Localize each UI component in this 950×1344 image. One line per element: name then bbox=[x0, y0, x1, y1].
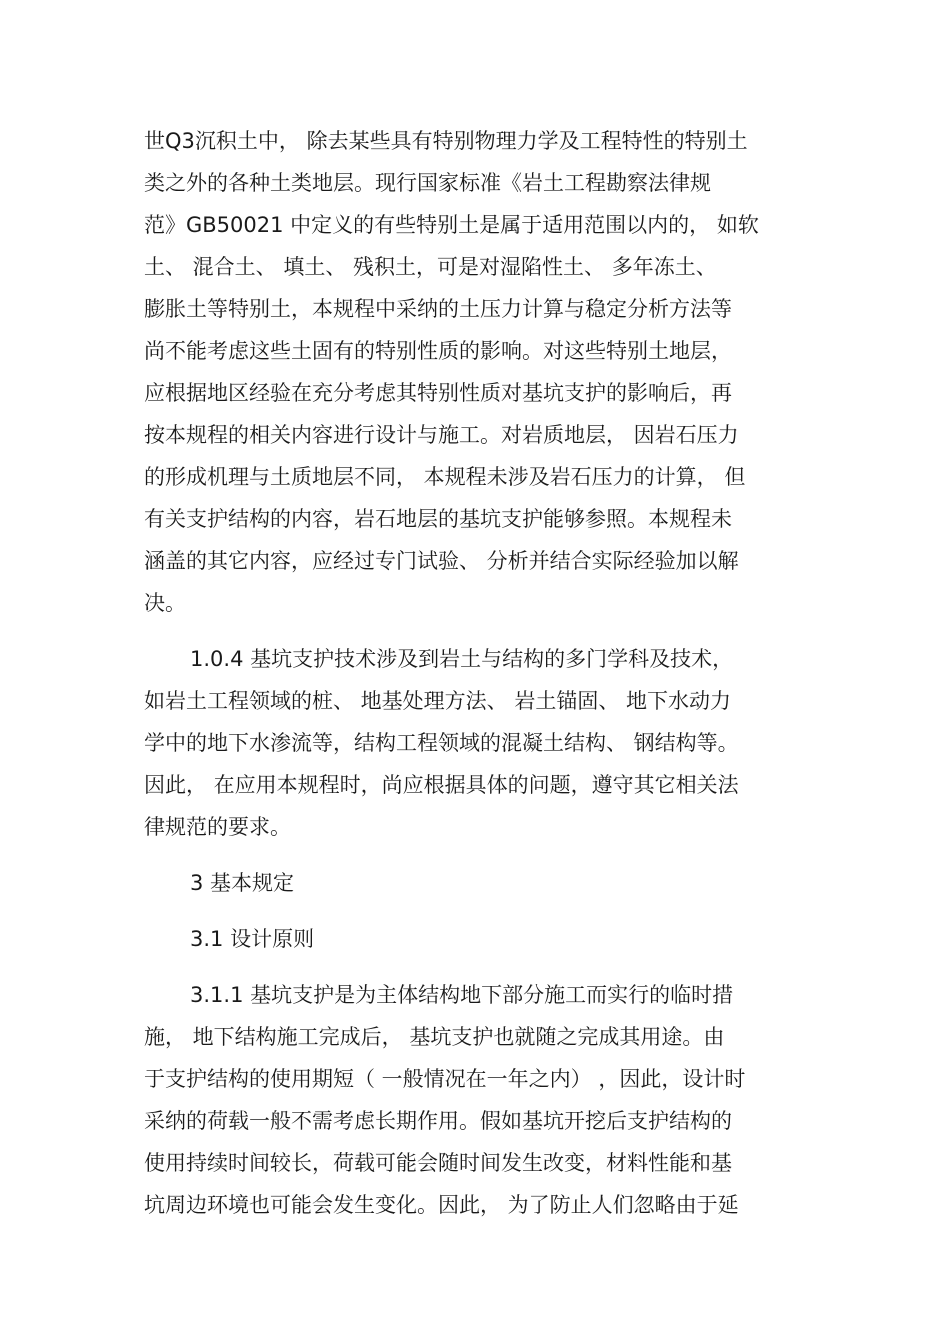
paragraph bbox=[144, 120, 810, 624]
paragraph-gap bbox=[144, 848, 810, 862]
paragraph bbox=[144, 974, 810, 1226]
paragraph-gap bbox=[144, 960, 810, 974]
text-line: 坑周边环境也可能会发生变化。因此， 为了防止人们忽略由于延 bbox=[144, 1193, 739, 1217]
text-line: 世Q3沉积土中， 除去某些具有特别物理力学及工程特性的特别土 bbox=[144, 129, 748, 153]
text-line: 3.1 设计原则 bbox=[190, 927, 315, 951]
text-line: 涵盖的其它内容，应经过专门试验、 分析并结合实际经验加以解 bbox=[144, 549, 739, 573]
text-line: 按本规程的相关内容进行设计与施工。对岩质地层， 因岩石压力 bbox=[144, 423, 739, 447]
text-line: 律规范的要求。 bbox=[144, 815, 291, 839]
text-line: 的形成机理与土质地层不同， 本规程未涉及岩石压力的计算， 但 bbox=[144, 465, 746, 489]
paragraph-gap bbox=[144, 904, 810, 918]
text-line: 采纳的荷载一般不需考虑长期作用。假如基坑开挖后支护结构的 bbox=[144, 1109, 732, 1133]
text-line: 土、 混合土、 填土、 残积土，可是对湿陷性土、 多年冻土、 bbox=[144, 255, 717, 279]
text-line: 有关支护结构的内容，岩石地层的基坑支护能够参照。本规程未 bbox=[144, 507, 732, 531]
paragraph bbox=[144, 862, 810, 904]
paragraph bbox=[144, 918, 810, 960]
text-line: 学中的地下水渗流等，结构工程领域的混凝土结构、 钢结构等。 bbox=[144, 731, 739, 755]
text-line: 因此， 在应用本规程时，尚应根据具体的问题，遵守其它相关法 bbox=[144, 773, 739, 797]
text-line: 3 基本规定 bbox=[190, 871, 295, 895]
text-line: 于支护结构的使用期短（ 一般情况在一年之内） ，因此，设计时 bbox=[144, 1067, 746, 1091]
text-line: 尚不能考虑这些土固有的特别性质的影响。对这些特别土地层， bbox=[144, 339, 732, 363]
text-line: 使用持续时间较长，荷载可能会随时间发生改变，材料性能和基 bbox=[144, 1151, 732, 1175]
text-line: 范》GB50021 中定义的有些特别土是属于适用范围以内的， 如软 bbox=[144, 213, 759, 237]
paragraph bbox=[144, 638, 810, 848]
text-line: 类之外的各种土类地层。现行国家标准《岩土工程勘察法律规 bbox=[144, 171, 711, 195]
document-body bbox=[144, 120, 810, 1226]
text-line: 决。 bbox=[144, 591, 186, 615]
text-line: 膨胀土等特别土，本规程中采纳的土压力计算与稳定分析方法等 bbox=[144, 297, 732, 321]
text-line: 如岩土工程领域的桩、 地基处理方法、 岩土锚固、 地下水动力 bbox=[144, 689, 732, 713]
text-line: 3.1.1 基坑支护是为主体结构地下部分施工而实行的临时措 bbox=[190, 983, 734, 1007]
text-line: 施， 地下结构施工完成后， 基坑支护也就随之完成其用途。由 bbox=[144, 1025, 725, 1049]
text-line: 应根据地区经验在充分考虑其特别性质对基坑支护的影响后，再 bbox=[144, 381, 732, 405]
paragraph-gap bbox=[144, 624, 810, 638]
text-line: 1.0.4 基坑支护技术涉及到岩土与结构的多门学科及技术， bbox=[190, 647, 734, 671]
